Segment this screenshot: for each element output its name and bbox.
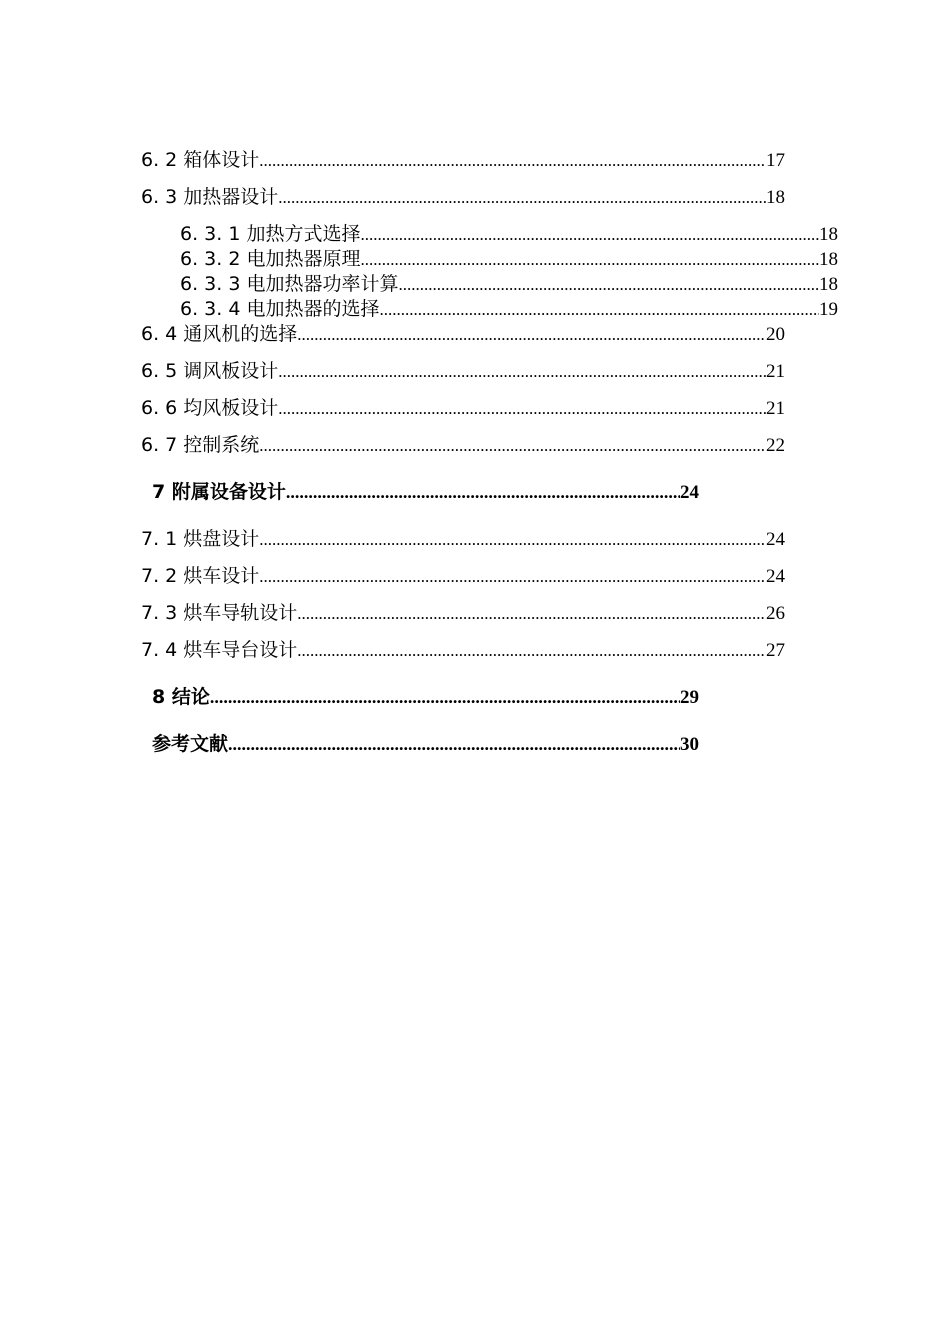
toc-leader-dots [297, 602, 766, 626]
toc-entry-page: 19 [819, 299, 838, 320]
toc-entry-page: 24 [680, 482, 699, 503]
toc-leader-dots [379, 298, 819, 322]
toc-entry-page: 18 [766, 187, 785, 208]
toc-leader-dots [297, 639, 766, 663]
toc-leader-dots [360, 248, 819, 272]
toc-subentry[interactable] [180, 297, 838, 321]
toc-entry-title: 参考文献 [152, 733, 229, 755]
toc-entry-title: 6. 3. 3 电加热器功率计算 [180, 273, 399, 295]
toc-leader-dots [259, 528, 766, 552]
toc-entry-title: 6. 3. 2 电加热器原理 [180, 248, 361, 270]
toc-chapter-entry[interactable] [152, 732, 699, 756]
toc-entry-title: 7. 1 烘盘设计 [141, 528, 260, 550]
toc-entry-page: 21 [766, 361, 785, 382]
toc-entry-title: 7. 4 烘车导台设计 [141, 639, 298, 661]
toc-entry[interactable] [141, 564, 785, 588]
toc-leader-dots [259, 434, 766, 458]
toc-chapter-entry[interactable] [152, 685, 699, 709]
toc-leader-dots [228, 732, 680, 756]
toc-entry-page: 24 [766, 566, 785, 587]
toc-entry-title: 6. 5 调风板设计 [141, 360, 279, 382]
toc-entry[interactable] [141, 185, 785, 209]
toc-entry-title: 6. 6 均风板设计 [141, 397, 279, 419]
toc-entry-title: 6. 3. 4 电加热器的选择 [180, 298, 380, 320]
toc-leader-dots [360, 223, 819, 247]
toc-entry-title: 6. 2 箱体设计 [141, 149, 260, 171]
toc-entry-page: 18 [819, 274, 838, 295]
toc-entry-title: 6. 3. 1 加热方式选择 [180, 223, 361, 245]
toc-entry-title: 6. 4 通风机的选择 [141, 323, 298, 345]
toc-entry[interactable] [141, 601, 785, 625]
toc-leader-dots [259, 565, 766, 589]
toc-entry-page: 18 [819, 224, 838, 245]
toc-entry-page: 26 [766, 603, 785, 624]
toc-entry[interactable] [141, 396, 785, 420]
toc-entry-page: 22 [766, 435, 785, 456]
toc-entry[interactable] [141, 638, 785, 662]
toc-entry-title: 6. 7 控制系统 [141, 434, 260, 456]
toc-leader-dots [398, 273, 819, 297]
toc-entry-page: 17 [766, 150, 785, 171]
toc-chapter-entry[interactable] [152, 480, 699, 504]
toc-entry-title: 6. 3 加热器设计 [141, 186, 279, 208]
toc-entry-page: 29 [680, 687, 699, 708]
toc-subentry[interactable] [180, 247, 838, 271]
toc-entry-title: 7. 2 烘车设计 [141, 565, 260, 587]
toc-entry-page: 20 [766, 324, 785, 345]
toc-leader-dots [259, 149, 766, 173]
toc-entry-title: 7. 3 烘车导轨设计 [141, 602, 298, 624]
toc-leader-dots [278, 360, 766, 384]
toc-leader-dots [278, 397, 766, 421]
toc-entry-page: 30 [680, 734, 699, 755]
toc-entry[interactable] [141, 148, 785, 172]
toc-entry[interactable] [141, 433, 785, 457]
toc-leader-dots [297, 323, 766, 347]
toc-subentry[interactable] [180, 222, 838, 246]
toc-leader-dots [278, 186, 766, 210]
toc-entry[interactable] [141, 359, 785, 383]
toc-leader-dots [286, 480, 680, 504]
toc-entry-title: 7 附属设备设计 [152, 481, 286, 503]
toc-entry-page: 21 [766, 398, 785, 419]
toc-entry[interactable] [141, 322, 785, 346]
toc-entry-page: 18 [819, 249, 838, 270]
toc-subentry[interactable] [180, 272, 838, 296]
toc-entry-title: 8 结论 [152, 686, 210, 708]
toc-entry-page: 24 [766, 529, 785, 550]
toc-entry-page: 27 [766, 640, 785, 661]
toc-entry[interactable] [141, 527, 785, 551]
toc-leader-dots [210, 685, 680, 709]
